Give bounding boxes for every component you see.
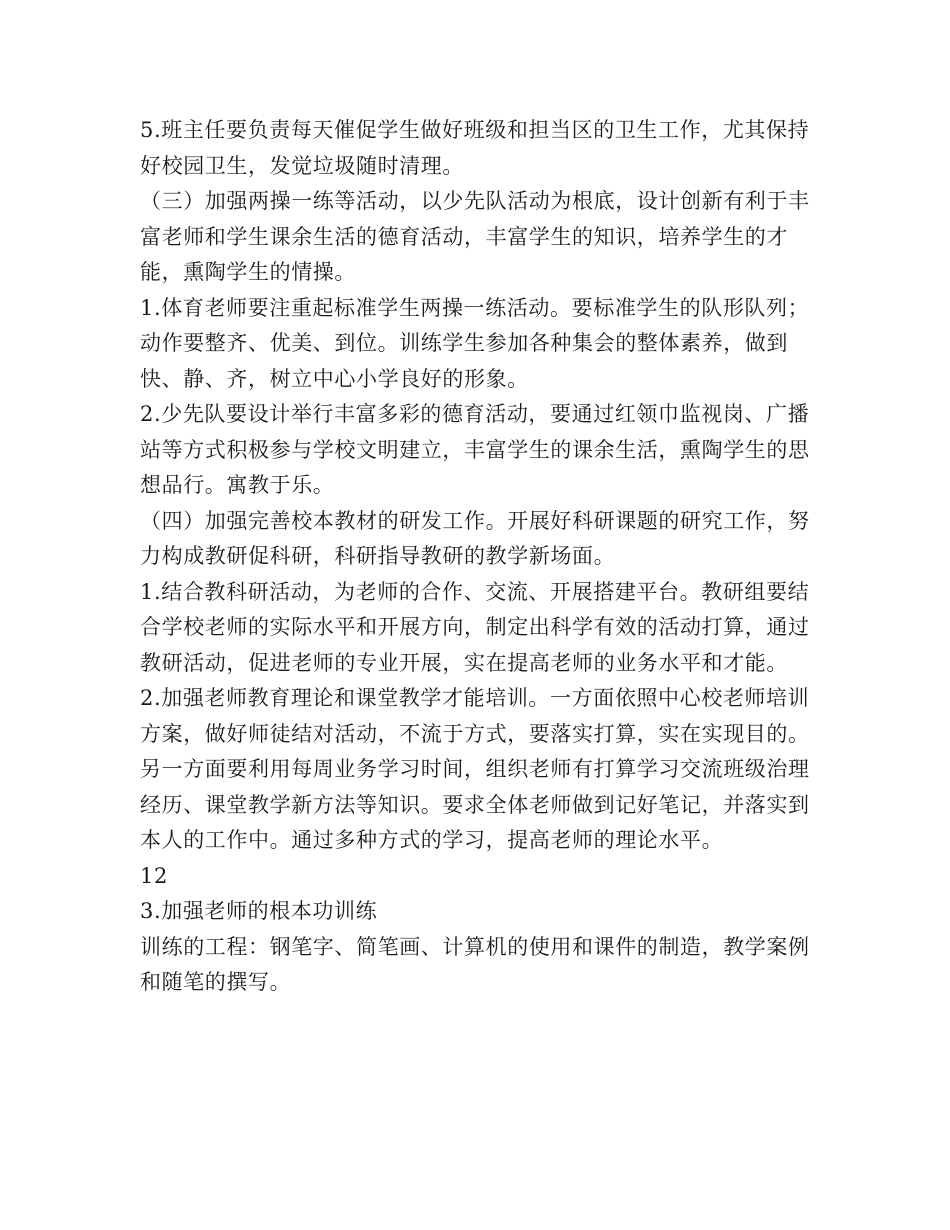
paragraph-section-four-heading: （四）加强完善校本教材的研发工作。开展好科研课题的研究工作，努力构成教研促科研，科研指导教研的教学新场面。: [140, 508, 810, 568]
paragraph-hygiene-duty: 5.班主任要负责每天催促学生做好班级和担当区的卫生工作，尤其保持好校园卫生，发觉垃圾随时清理。: [140, 118, 810, 178]
paragraph-young-pioneers: 2.少先队要设计举行丰富多彩的德育活动，要通过红领巾监视岗、广播站等方式积极参与学校文明建立，丰富学生的课余生活，熏陶学生的思想品行。寓教于乐。: [140, 402, 810, 497]
paragraph-training-items: 训练的工程：钢笔字、简笔画、计算机的使用和课件的制造，教学案例和随笔的撰写。: [140, 934, 810, 994]
paragraph-research-activities: 1.结合教科研活动，为老师的合作、交流、开展搭建平台。教研组要结合学校老师的实际水平和开展方向，制定出科学有效的活动打算，通过教研活动，促进老师的专业开展，实在提高老师的业务水平和才能。: [140, 579, 810, 675]
document-body: [140, 113, 830, 1001]
paragraph-number: 12: [140, 863, 168, 888]
paragraph-pe-teacher: 1.体育老师要注重起标准学生两操一练活动。要标准学生的队形队列；动作要整齐、优美、到位。训练学生参加各种集会的整体素养，做到快、静、齐，树立中心小学良好的形象。: [140, 295, 810, 391]
paragraph-basic-skills-heading: 3.加强老师的根本功训练: [140, 899, 378, 923]
paragraph-section-three-heading: （三）加强两操一练等活动，以少先队活动为根底，设计创新有利于丰富老师和学生课余生活的德育活动，丰富学生的知识，培养学生的才能，熏陶学生的情操。: [140, 189, 810, 284]
paragraph-teacher-training: 2.加强老师教育理论和课堂教学才能培训。一方面依照中心校老师培训方案，做好师徒结对活动，不流于方式，要落实打算，实在实现目的。另一方面要利用每周业务学习时间，组织老师有打算学习交流班级治理经历、课堂教学新方法等知识。要求全体老师做到记好笔记，并落实到本人的工作中。通过多种方式的学习，提高老师的理论水平。: [140, 686, 810, 852]
